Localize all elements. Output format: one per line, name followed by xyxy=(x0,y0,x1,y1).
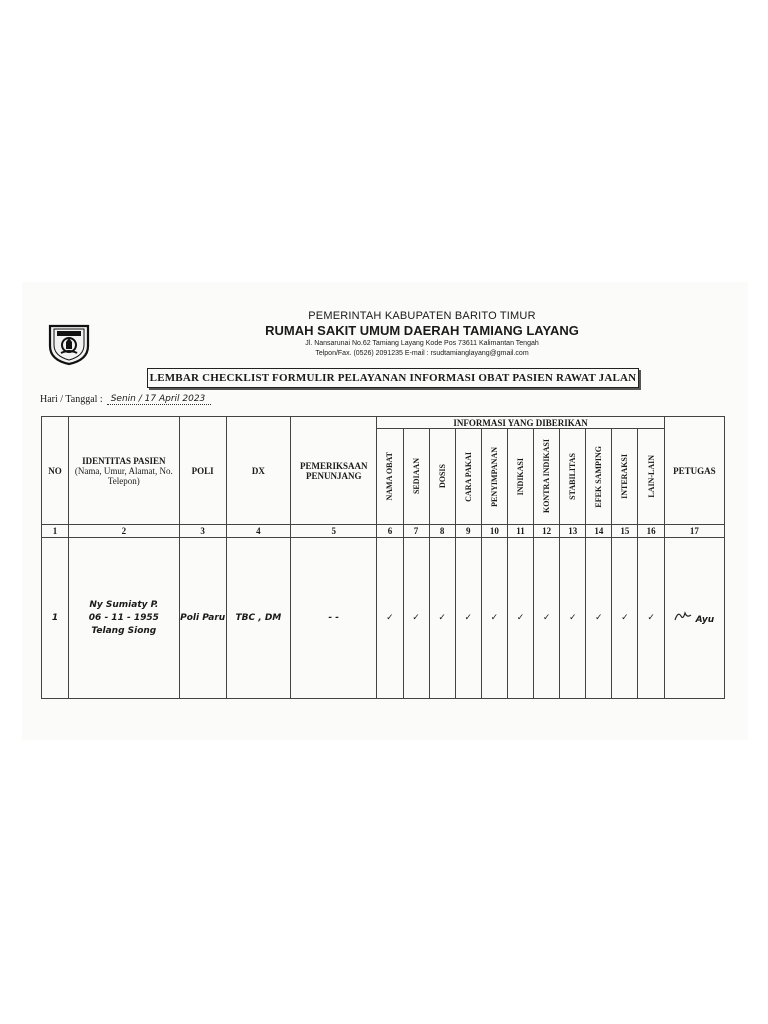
check-mark: ✓ xyxy=(377,538,403,699)
row-exam: - - xyxy=(291,538,377,699)
header-poli: POLI xyxy=(179,417,226,525)
header-info-col xyxy=(534,429,560,525)
header-info-label: KONTRA INDIKASI xyxy=(542,439,552,514)
patient-name: Ny Sumiaty P. xyxy=(89,599,159,610)
header-info-col xyxy=(638,429,664,525)
date-row xyxy=(40,394,211,405)
patient-dob: 06 - 11 - 1955 xyxy=(88,612,159,623)
column-number: 10 xyxy=(481,525,507,538)
hospital-name: RUMAH SAKIT UMUM DAERAH TAMIANG LAYANG xyxy=(265,323,579,338)
header-info-col xyxy=(403,429,429,525)
column-number-row xyxy=(42,525,725,538)
column-number: 11 xyxy=(507,525,533,538)
header-info-label: PENYIMPANAN xyxy=(489,446,499,507)
column-number: 12 xyxy=(534,525,560,538)
row-officer xyxy=(664,538,724,699)
header-info-label: INTERAKSI xyxy=(620,454,630,499)
column-number: 16 xyxy=(638,525,664,538)
check-mark: ✓ xyxy=(429,538,455,699)
header-info-label: DOSIS xyxy=(437,464,447,489)
form-sheet xyxy=(22,282,748,740)
hospital-contact: Telpon/Fax. (0526) 2091235 E-mail : rsudtamianglayang@gmail.com xyxy=(315,350,529,357)
check-mark: ✓ xyxy=(534,538,560,699)
header-identity-label: IDENTITAS PASIEN xyxy=(82,455,166,466)
date-value: Senin / 17 April 2023 xyxy=(107,394,212,405)
row-identity xyxy=(69,538,179,699)
column-number: 4 xyxy=(226,525,290,538)
row-no: 1 xyxy=(42,538,69,699)
column-number: 9 xyxy=(455,525,481,538)
hospital-address: Jl. Nansarunai No.62 Tamiang Layang Kode Pos 73611 Kalimantan Tengah xyxy=(305,340,539,347)
header-officer: PETUGAS xyxy=(664,417,724,525)
row-poli: Poli Paru xyxy=(179,538,226,699)
column-number: 8 xyxy=(429,525,455,538)
checklist-table xyxy=(41,416,725,699)
header-info-col xyxy=(377,429,403,525)
column-number: 1 xyxy=(42,525,69,538)
patient-address: Telang Siong xyxy=(91,625,157,636)
header-info-label: LAIN-LAIN xyxy=(646,455,656,498)
header-info-label: NAMA OBAT xyxy=(385,452,395,501)
header-info-col xyxy=(481,429,507,525)
check-mark: ✓ xyxy=(507,538,533,699)
header-info-col xyxy=(612,429,638,525)
header-info-label: EFEK SAMPING xyxy=(594,445,604,508)
header-dx: DX xyxy=(226,417,290,525)
column-number: 13 xyxy=(560,525,586,538)
column-number: 3 xyxy=(179,525,226,538)
header-info-label: INDIKASI xyxy=(515,457,525,496)
table-row xyxy=(42,538,725,699)
check-mark: ✓ xyxy=(612,538,638,699)
check-mark: ✓ xyxy=(638,538,664,699)
column-number: 5 xyxy=(291,525,377,538)
row-dx: TBC , DM xyxy=(226,538,290,699)
header-no: NO xyxy=(42,417,69,525)
check-mark: ✓ xyxy=(403,538,429,699)
check-mark: ✓ xyxy=(560,538,586,699)
header-identity xyxy=(69,417,179,525)
header-info-col xyxy=(429,429,455,525)
header-info-label: SEDIAAN xyxy=(411,458,421,495)
regency-logo-icon xyxy=(46,320,92,366)
header-info-col xyxy=(507,429,533,525)
header-info-group: INFORMASI YANG DIBERIKAN xyxy=(377,417,664,429)
header-info-col xyxy=(455,429,481,525)
check-mark: ✓ xyxy=(586,538,612,699)
column-number: 15 xyxy=(612,525,638,538)
header-identity-sub: (Nama, Umur, Alamat, No. Telepon) xyxy=(74,465,173,486)
column-number: 2 xyxy=(69,525,179,538)
header-exam: PEMERIKSAAN PENUNJANG xyxy=(291,417,377,525)
column-number: 7 xyxy=(403,525,429,538)
column-number: 6 xyxy=(377,525,403,538)
header-info-label: CARA PAKAI xyxy=(463,451,473,502)
letterhead-text xyxy=(222,310,622,358)
form-title: LEMBAR CHECKLIST FORMULIR PELAYANAN INFORMASI OBAT PASIEN RAWAT JALAN xyxy=(147,368,639,388)
check-mark: ✓ xyxy=(481,538,507,699)
column-number: 14 xyxy=(586,525,612,538)
government-name: PEMERINTAH KABUPATEN BARITO TIMUR xyxy=(308,310,536,322)
header-info-col xyxy=(586,429,612,525)
officer-name: Ayu xyxy=(695,614,715,625)
header-info-col xyxy=(560,429,586,525)
officer-signature-icon xyxy=(674,615,695,625)
header-info-label: STABILITAS xyxy=(568,453,578,500)
date-label: Hari / Tanggal : xyxy=(40,394,103,405)
column-number: 17 xyxy=(664,525,724,538)
check-mark: ✓ xyxy=(455,538,481,699)
